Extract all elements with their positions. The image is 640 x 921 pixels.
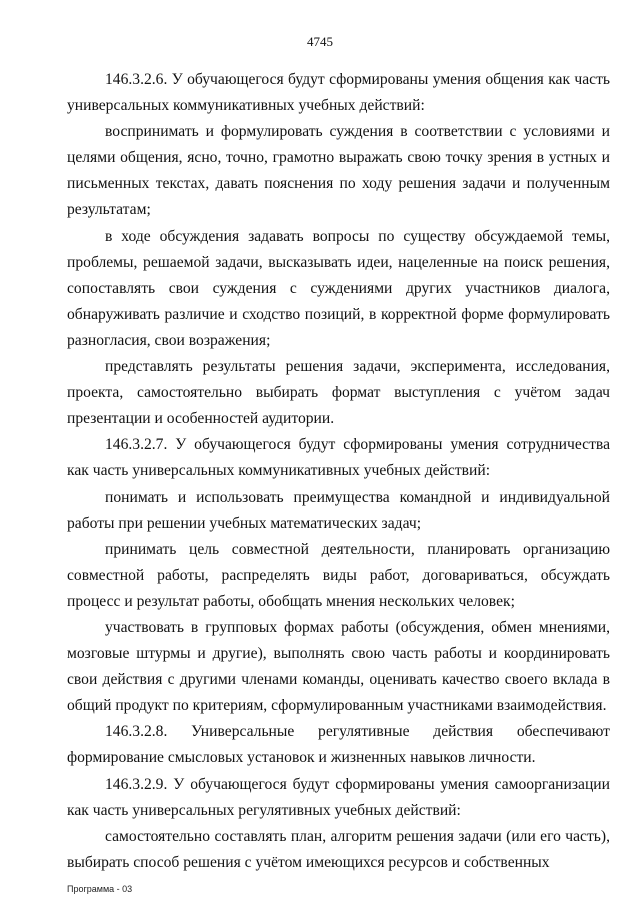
paragraph: воспринимать и формулировать суждения в соответствии с условиями и целями общения, ясно, точно, грамотно выражать свою точку зрения в устных и письменных текстах, давать пояснения по ходу решения задачи и полученным результатам; (67, 123, 610, 219)
paragraph: представлять результаты решения задачи, эксперимента, исследования, проекта, самостоятельно выбирать формат выступления с учётом задач презентации и особенностей аудитории. (67, 358, 610, 428)
document-body (67, 67, 610, 876)
paragraph: понимать и использовать преимущества командной и индивидуальной работы при решении учебных математических задач; (67, 488, 610, 532)
paragraph: 146.3.2.7. У обучающегося будут сформированы умения сотрудничества как часть универсальных коммуникативных учебных действий: (67, 436, 610, 480)
page-number: 4745 (307, 34, 333, 49)
footer-label: Программа - 03 (67, 884, 133, 894)
paragraph: самостоятельно составлять план, алгоритм решения задачи (или его часть), выбирать способ решения с учётом имеющихся ресурсов и собственных (67, 827, 610, 871)
paragraph: в ходе обсуждения задавать вопросы по существу обсуждаемой темы, проблемы, решаемой задачи, высказывать идеи, нацеленные на поиск решения, сопоставлять свои суждения с суждениями других участников диалога, обнаруживать различие и сходство позиций, в корректной форме формулировать разногласия, свои возражения; (67, 227, 610, 349)
paragraph: участвовать в групповых формах работы (обсуждения, обмен мнениями, мозговые штурмы и другие), выполнять свою часть работы и координировать свои действия с другими членами команды, оценивать качество своего вклада в общий продукт по критериям, сформулированным участниками взаимодействия. (67, 618, 610, 715)
paragraph: 146.3.2.9. У обучающегося будут сформированы умения самоорганизации как часть универсальных регулятивных учебных действий: (67, 775, 610, 819)
paragraph: 146.3.2.6. У обучающегося будут сформированы умения общения как часть универсальных коммуникативных учебных действий: (67, 71, 610, 115)
paragraph: 146.3.2.8. Универсальные регулятивные действия обеспечивают формирование смысловых установок и жизненных навыков личности. (67, 723, 610, 767)
paragraph: принимать цель совместной деятельности, планировать организацию совместной работы, распределять виды работ, договариваться, обсуждать процесс и результат работы, обобщать мнения нескольких человек; (67, 540, 610, 610)
